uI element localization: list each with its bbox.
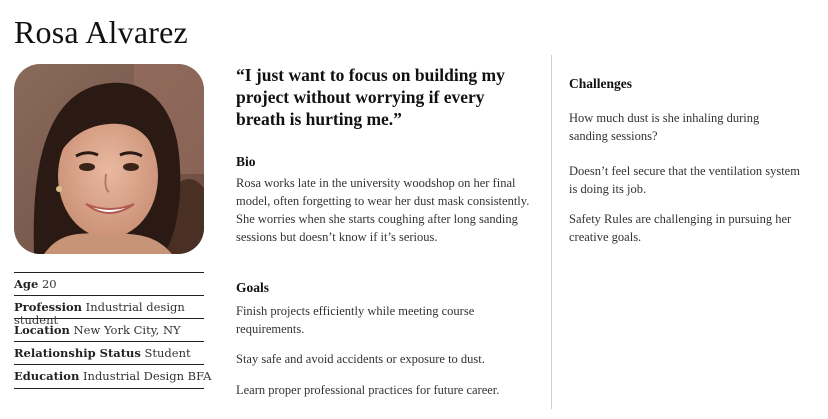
fact-value: New York City, NY <box>73 323 181 337</box>
fact-label: Education <box>14 369 80 383</box>
fact-value: Industrial design student <box>14 300 185 327</box>
persona-name: Rosa Alvarez <box>14 14 188 50</box>
bio-text: Rosa works late in the university woodshop on her final model, often forgetting to wear her dust mask consistently. She worries when she starts coughing after long sanding sessions but doesn’t know if it’s serious. <box>236 176 530 244</box>
goal-item: Finish projects efficiently while meeting course requirements. <box>236 304 475 336</box>
goal-item: Stay safe and avoid accidents or exposure to dust. <box>236 352 485 366</box>
fact-age <box>14 272 204 295</box>
challenge-item: Doesn’t feel secure that the ventilation system is doing its job. <box>569 164 800 196</box>
challenge-item: Safety Rules are challenging in pursuing her creative goals. <box>569 212 792 244</box>
fact-label: Age <box>14 277 39 291</box>
fact-label: Relationship Status <box>14 346 141 360</box>
fact-education <box>14 364 212 389</box>
bio-heading: Bio <box>236 154 256 169</box>
fact-value: Industrial Design BFA <box>83 369 212 383</box>
persona-facts <box>14 272 212 389</box>
column-divider <box>551 55 552 409</box>
challenges-heading: Challenges <box>569 76 633 91</box>
challenge-item: How much dust is she inhaling during sanding sessions? <box>569 111 760 143</box>
fact-label: Profession <box>14 300 82 314</box>
fact-profession <box>14 295 204 327</box>
fact-value: Student <box>144 346 191 360</box>
persona-quote: “I just want to focus on building my project without worrying if every breath is hurting me.” <box>236 65 505 129</box>
portrait-image <box>14 64 204 254</box>
goal-item: Learn proper professional practices for future career. <box>236 383 500 397</box>
goals-heading: Goals <box>236 280 270 295</box>
fact-relationship-status <box>14 341 204 364</box>
persona-photo <box>14 64 204 254</box>
fact-value: 20 <box>41 277 57 291</box>
fact-label: Location <box>14 323 70 337</box>
